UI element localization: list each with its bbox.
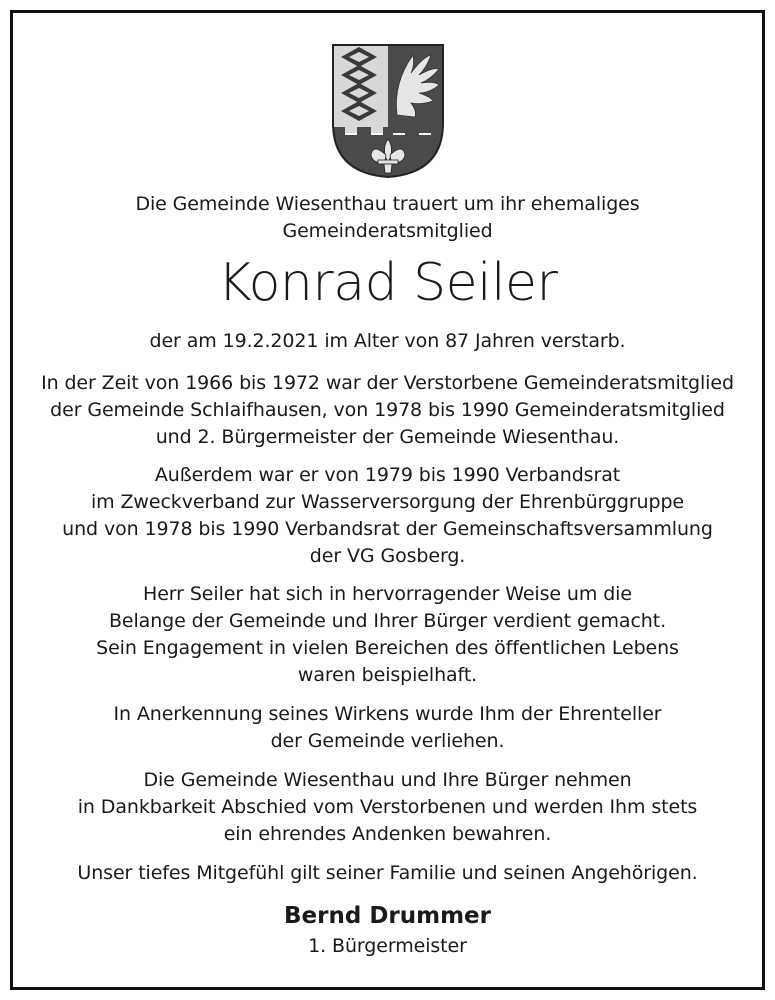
notice-frame bbox=[10, 10, 765, 990]
paragraph-3-line-2: Belange der Gemeinde und Ihrer Bürger verdient gemacht. bbox=[108, 610, 667, 632]
signer-title: 1. Bürgermeister bbox=[308, 935, 467, 957]
paragraph-2-line-2: im Zweckverband zur Wasserversorgung der Ehrenbürggruppe bbox=[90, 491, 685, 513]
paragraph-6-line-1: Unser tiefes Mitgefühl gilt seiner Familie und seinen Angehörigen. bbox=[77, 862, 698, 884]
paragraph-2-line-3: und von 1978 bis 1990 Verbandsrat der Gemeinschaftsversammlung bbox=[62, 518, 713, 540]
paragraph-1-line-2: der Gemeinde Schlaifhausen, von 1978 bis 1990 Gemeinderatsmitglied bbox=[50, 399, 725, 421]
signer-name: Bernd Drummer bbox=[284, 903, 491, 929]
coat-of-arms-icon bbox=[331, 43, 445, 179]
paragraph-1-line-3: und 2. Bürgermeister der Gemeinde Wiesenthau. bbox=[155, 426, 620, 448]
paragraph-3-line-3: Sein Engagement in vielen Bereichen des öffentlichen Lebens bbox=[96, 637, 679, 659]
paragraph-5-line-3: ein ehrendes Andenken bewahren. bbox=[223, 823, 552, 845]
paragraph-5-line-1: Die Gemeinde Wiesenthau und Ihre Bürger nehmen bbox=[143, 769, 632, 791]
obituary-notice bbox=[13, 13, 762, 987]
deceased-name: Konrad Seiler bbox=[217, 253, 558, 313]
paragraph-2-line-1: Außerdem war er von 1979 bis 1990 Verbandsrat bbox=[154, 464, 621, 486]
intro-line-2: Gemeinderatsmitglied bbox=[282, 220, 493, 242]
paragraph-4-line-2: der Gemeinde verliehen. bbox=[270, 730, 505, 752]
paragraph-5-line-2: in Dankbarkeit Abschied vom Verstorbenen und werden Ihm stets bbox=[77, 796, 698, 818]
paragraph-3-line-1: Herr Seiler hat sich in hervorragender Weise um die bbox=[143, 583, 632, 605]
paragraph-1-line-1: In der Zeit von 1966 bis 1972 war der Verstorbene Gemeinderatsmitglied bbox=[41, 372, 734, 394]
intro-line-1: Die Gemeinde Wiesenthau trauert um ihr ehemaliges bbox=[135, 193, 640, 215]
paragraph-2-line-4: der VG Gosberg. bbox=[309, 545, 466, 567]
death-line: der am 19.2.2021 im Alter von 87 Jahren verstarb. bbox=[149, 330, 626, 352]
paragraph-4-line-1: In Anerkennung seines Wirkens wurde Ihm der Ehrenteller bbox=[113, 703, 662, 725]
paragraph-3-line-4: waren beispielhaft. bbox=[297, 664, 478, 686]
